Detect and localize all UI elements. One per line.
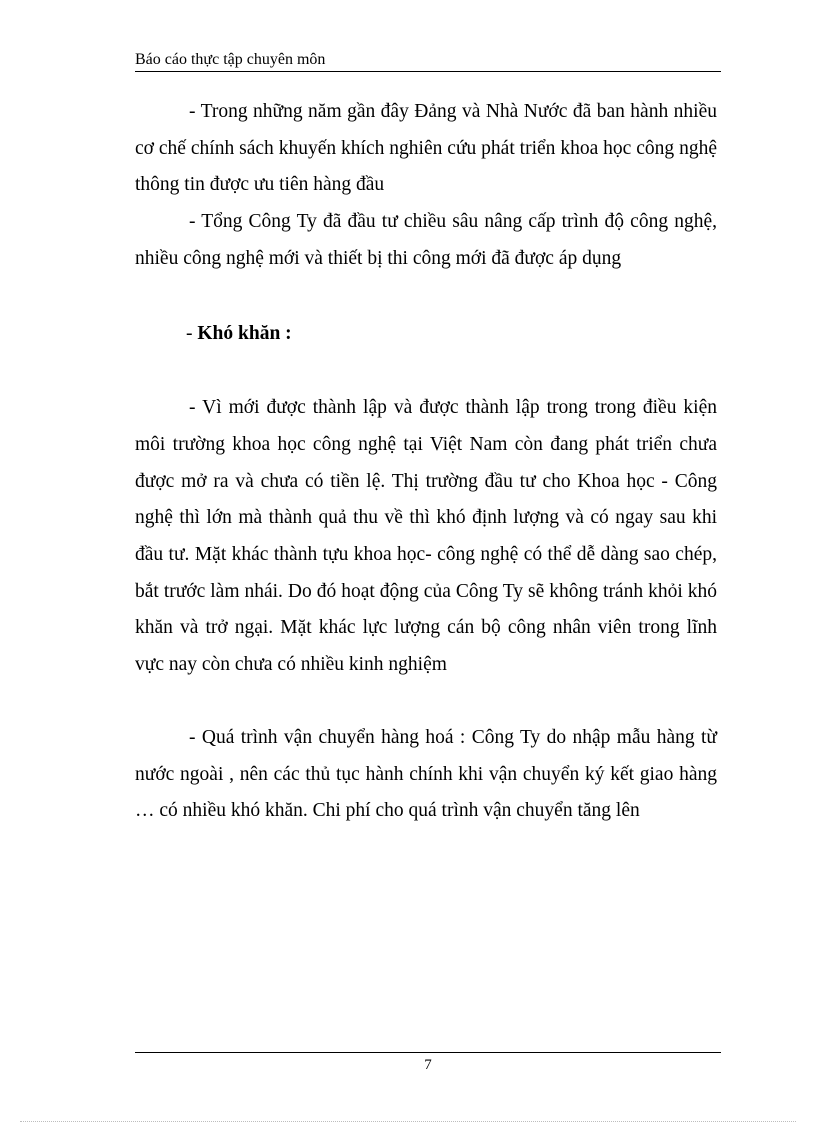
heading-text: Khó khăn : bbox=[197, 322, 292, 344]
page-number: 7 bbox=[424, 1057, 432, 1073]
paragraph-policy: - Trong những năm gần đây Đảng và Nhà Nước đã ban hành nhiều cơ chế chính sách khuyến khích nghiên cứu phát triển khoa học công nghệ thông tin được ưu tiên hàng đầu bbox=[135, 101, 717, 196]
section-heading-difficulties bbox=[135, 316, 717, 353]
page-header-title: Báo cáo thực tập chuyên môn bbox=[135, 51, 326, 68]
heading-dash: - bbox=[186, 322, 198, 344]
footer-divider bbox=[135, 1052, 721, 1053]
document-body bbox=[135, 94, 717, 830]
paragraph-difficulties-shipping: - Quá trình vận chuyển hàng hoá : Công Ty do nhập mẫu hàng từ nước ngoài , nên các thủ tục hành chính khi vận chuyển ký kết giao hàng … có nhiều khó khăn. Chi phí cho quá trình vận chuyển tăng lên bbox=[135, 726, 717, 822]
paragraph-investment: - Tổng Công Ty đã đầu tư chiều sâu nâng cấp trình độ công nghệ, nhiều công nghệ mới và thiết bị thi công mới đã được áp dụng bbox=[135, 211, 717, 269]
spacer bbox=[135, 352, 717, 390]
spacer bbox=[135, 684, 717, 720]
header-divider bbox=[135, 71, 721, 72]
page-bottom-edge bbox=[20, 1121, 796, 1122]
paragraph-difficulties-environment: - Vì mới được thành lập và được thành lập trong trong điều kiện môi trường khoa học công nghệ tại Việt Nam còn đang phát triển chưa được mở ra và chưa có tiền lệ. Thị trường đầu tư cho Khoa học - Công nghệ thì lớn mà thành quả thu về thì khó định lượng và có ngay sau khi đầu tư. Mặt khác thành tựu khoa học- công nghệ có thể dễ dàng sao chép, bắt trước làm nhái. Do đó hoạt động của Công Ty sẽ không tránh khỏi khó khăn và trở ngại. Mặt khác lực lượng cán bộ công nhân viên trong lĩnh vực nay còn chưa có nhiều kinh nghiệm bbox=[135, 397, 717, 676]
spacer bbox=[135, 278, 717, 316]
